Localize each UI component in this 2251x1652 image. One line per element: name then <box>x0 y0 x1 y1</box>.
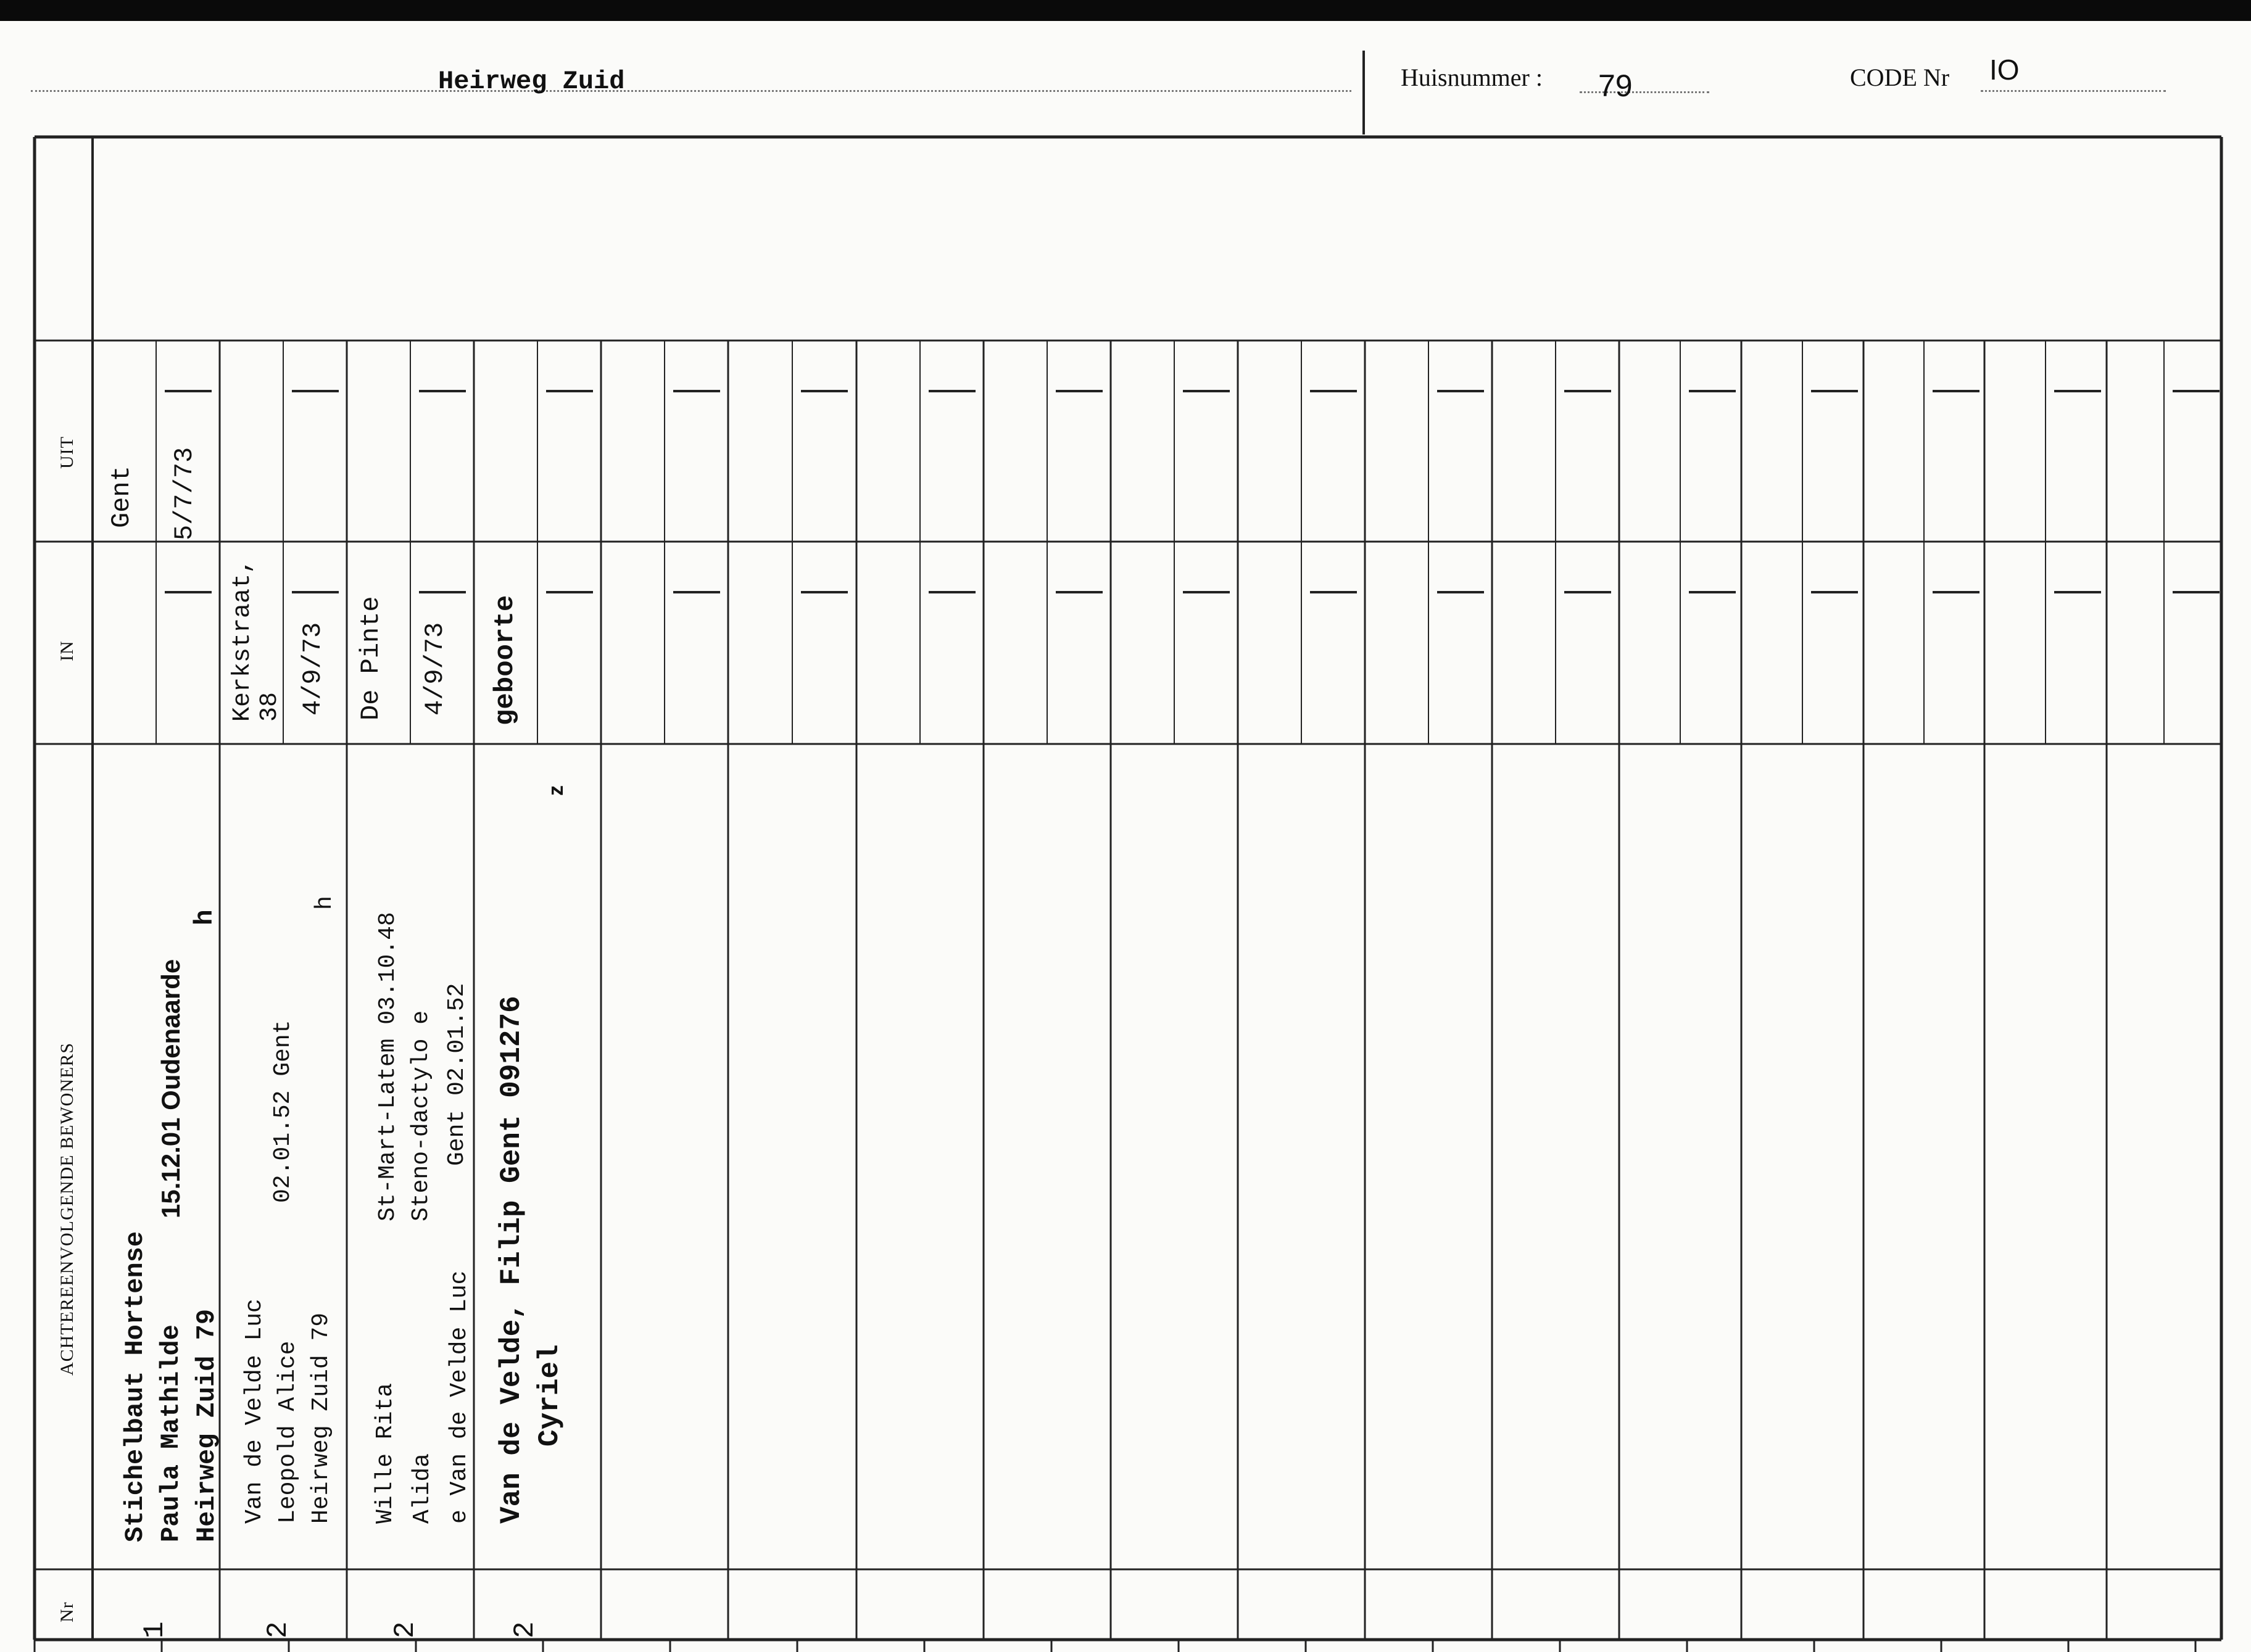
resident-marker: z <box>544 785 568 796</box>
empty-cell-dash <box>2173 390 2220 392</box>
uit-place: Gent <box>107 466 136 528</box>
resident-line: Wille Rita <box>372 1382 399 1524</box>
resident-line: Van de Velde Luc <box>241 1299 268 1524</box>
empty-cell-dash <box>1056 390 1103 392</box>
row-label-uit: UIT <box>57 436 77 469</box>
code-value: IO <box>1989 54 2020 86</box>
nr-value: 2 <box>389 1621 421 1638</box>
nr-value: 2 <box>262 1621 294 1638</box>
row-label-in: IN <box>57 640 77 661</box>
resident-birth-info: 15.12.01 Oudenaarde <box>156 959 185 1218</box>
empty-cell-dash <box>1689 591 1736 593</box>
empty-cell-dash <box>1310 591 1357 593</box>
resident-birth-info: 02.01.52 Gent <box>270 1020 296 1203</box>
house-number-label: Huisnummer : <box>1401 64 1543 91</box>
row-label-nr: Nr <box>57 1601 77 1622</box>
empty-cell-dash <box>1437 390 1484 392</box>
empty-cell-dash <box>673 390 720 392</box>
in-place: Kerkstraat, 38 <box>229 558 284 722</box>
resident-birth-info: Steno-dactylo e <box>408 1010 434 1221</box>
empty-cell-dash <box>2173 591 2220 593</box>
empty-cell-dash <box>292 591 339 593</box>
house-number-value: 79 <box>1598 68 1633 103</box>
empty-cell-dash <box>2054 390 2101 392</box>
empty-cell-dash <box>1564 591 1611 593</box>
empty-cell-dash <box>419 390 466 392</box>
empty-cell-dash <box>673 591 720 593</box>
empty-cell-dash <box>546 390 593 392</box>
resident-marker: h <box>188 909 217 925</box>
uit-date: 5/7/73 <box>170 447 199 540</box>
empty-cell-dash <box>2054 591 2101 593</box>
empty-cell-dash <box>1811 390 1858 392</box>
empty-cell-dash <box>1437 591 1484 593</box>
resident-line: Stichelbaut Hortense <box>120 1231 150 1542</box>
empty-cell-dash <box>929 390 976 392</box>
street-name: Heirweg Zuid <box>438 67 625 96</box>
empty-cell-dash <box>1933 390 1979 392</box>
empty-cell-dash <box>1933 591 1979 593</box>
in-place: geboorte <box>490 595 521 725</box>
resident-marker: h <box>312 896 338 910</box>
empty-cell-dash <box>1689 390 1736 392</box>
empty-cell-dash <box>1056 591 1103 593</box>
resident-line: Heirweg Zuid 79 <box>308 1312 334 1524</box>
resident-line: Cyriel <box>534 1344 566 1447</box>
in-date: 4/9/73 <box>420 622 450 716</box>
nr-value: 2 <box>509 1621 541 1638</box>
resident-line: Leopold Alice <box>275 1340 301 1524</box>
empty-cell-dash <box>801 390 848 392</box>
resident-line: Paula Mathilde <box>156 1324 186 1542</box>
in-date: 4/9/73 <box>298 622 328 716</box>
resident-line: e Van de Velde Luc <box>446 1270 473 1524</box>
resident-birth-info: Gent 02.01.52 <box>444 983 470 1166</box>
empty-cell-dash <box>1564 390 1611 392</box>
empty-cell-dash <box>1183 591 1230 593</box>
empty-cell-dash <box>801 591 848 593</box>
nr-value: 1 <box>139 1621 171 1638</box>
empty-cell-dash <box>292 390 339 392</box>
empty-cell-dash <box>1811 591 1858 593</box>
empty-cell-dash <box>1310 390 1357 392</box>
empty-cell-dash <box>546 591 593 593</box>
empty-cell-dash <box>929 591 976 593</box>
resident-line: Heirweg Zuid 79 <box>192 1308 222 1542</box>
resident-line: Alida <box>409 1453 436 1524</box>
empty-cell-dash <box>165 390 212 392</box>
in-place: De Pinte <box>356 596 386 721</box>
resident-birth-info: St-Mart-Latem 03.10.48 <box>375 912 401 1221</box>
empty-cell-dash <box>1183 390 1230 392</box>
row-label-bewoners: ACHTEREENVOLGENDE BEWONERS <box>57 1042 77 1376</box>
empty-cell-dash <box>165 591 212 593</box>
resident-line: Van de Velde, Filip Gent 091276 <box>495 996 528 1524</box>
code-label: CODE Nr <box>1850 64 1950 91</box>
empty-cell-dash <box>419 591 466 593</box>
